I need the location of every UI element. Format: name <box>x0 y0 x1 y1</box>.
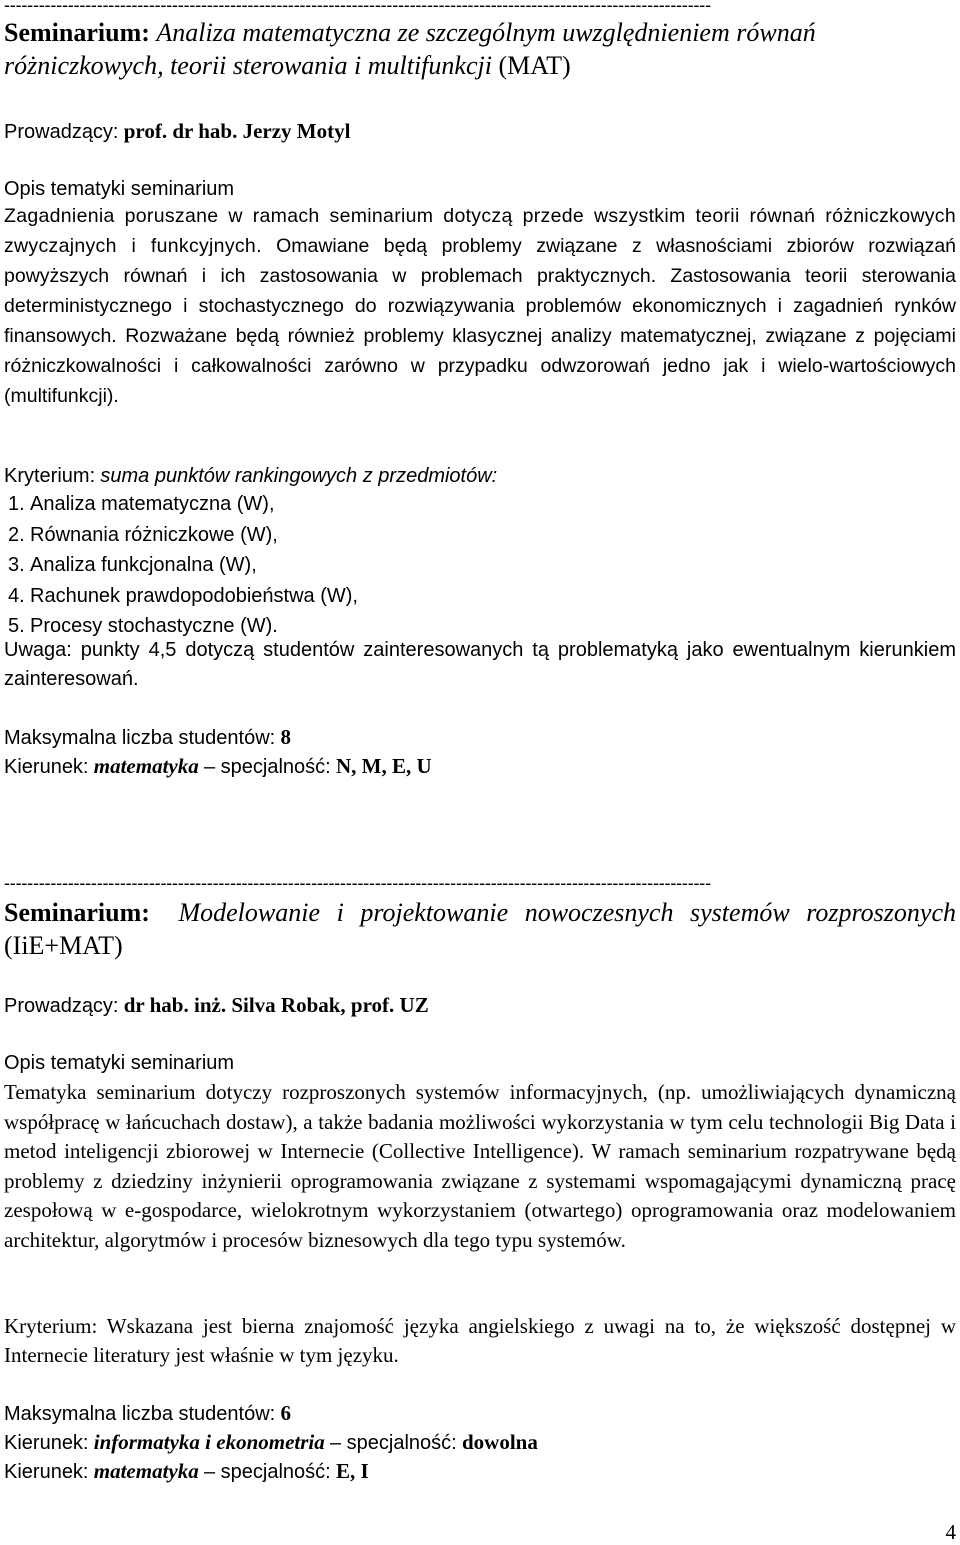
direction-value: matematyka <box>93 1459 199 1483</box>
list-item-number: 4. <box>8 584 25 607</box>
seminar-title <box>4 16 956 82</box>
description-p3: Zastosowania teorii sterowania deterministycznego i stochastycznego do rozwiązywania problemów ekonomicznych i zagadnień rynków finansowych. <box>4 265 957 347</box>
list-item <box>0 520 358 551</box>
max-students-line <box>4 723 291 753</box>
description-p2: Omawiane będą problemy związane z własnościami zbiorów rozwiązań powyższych równań i ich zastosowania w problemach praktycznych. <box>4 235 957 287</box>
seminar-prefix: Seminarium: <box>4 18 150 47</box>
direction-value: informatyka i ekonometria <box>93 1430 325 1454</box>
max-students-line <box>4 1399 291 1429</box>
list-item <box>0 581 358 612</box>
list-item-number: 1. <box>8 493 25 515</box>
direction-line <box>4 1428 538 1458</box>
specialty-label: – specjalność: <box>330 1432 457 1454</box>
seminar-section-1 <box>4 16 956 82</box>
leader-line <box>4 117 350 147</box>
specialty-label: – specjalność: <box>203 1461 331 1483</box>
description-p4: Rozważane będą również problemy klasycznej analizy matematycznej, związane z pojęciami różniczkowalności i całkowalności zarówno w przypadku odwzorowań jedno jak i wielo-wartościowych (multifunkcji). <box>4 325 956 407</box>
description-p1: Tematyka seminarium dotyczy rozproszonych systemów informacyjnych, (np. umożliwiających dynamiczną współpracę w łańcuchach dostaw), a także badania możliwości wykorzystania w tym celu technologii Big Data i metod inteligencji zbiorowej w Internecie (Collective Intelligence). <box>4 1080 956 1163</box>
criterion-text: suma punktów rankingowych z przedmiotów: <box>100 465 498 487</box>
seminar-section-2 <box>4 896 956 962</box>
description-heading: Opis tematyki seminarium <box>4 1052 235 1074</box>
seminar-code: (MAT) <box>498 51 571 80</box>
description-heading: Opis tematyki seminarium <box>4 178 235 200</box>
list-item-number: 5. <box>8 615 25 637</box>
seminar-code: (IiE+MAT) <box>4 931 123 960</box>
subject-list <box>0 489 358 642</box>
list-item-number: 2. <box>8 523 25 546</box>
list-item-text: Analiza funkcjonalna (W), <box>30 554 257 576</box>
max-students-value: 6 <box>280 1401 291 1425</box>
list-item <box>0 550 358 581</box>
seminar-title-text: Modelowanie i projektowanie nowoczesnych systemów rozproszonych <box>178 898 956 927</box>
separator-line: -------------------------------------------------------------------------------------------------------------------------- <box>4 874 711 892</box>
leader-label: Prowadzący: <box>4 995 119 1017</box>
direction-value: matematyka <box>93 754 199 778</box>
max-students-label: Maksymalna liczba studentów: <box>4 727 276 749</box>
description-body <box>4 201 956 411</box>
separator-line: -------------------------------------------------------------------------------------------------------------------------- <box>4 0 711 14</box>
list-item-text: Równania różniczkowe (W), <box>30 523 278 546</box>
criterion-text: Kryterium: Wskazana jest bierna znajomość języka angielskiego z uwagi na to, że większość dostępnej w Internecie literatury jest właśnie w tym języku. <box>4 1314 956 1367</box>
specialty-value: N, M, E, U <box>335 754 432 778</box>
description-p2: W ramach seminarium rozpatrywane będą problemy z dziedziny inżynierii oprogramowania związane z systemami wspomagającymi dynamiczną pracę zespołową w e-gospodarce, wielokrotnym wykorzystaniem (otwartego) oprogramowania oraz modelowaniem architektur, algorytmów i procesów biznesowych dla tego typu systemów. <box>4 1139 956 1252</box>
description-text <box>4 201 956 411</box>
description-text <box>4 1078 956 1255</box>
note-text: Uwaga: punkty 4,5 dotyczą studentów zainteresowanych tą problematyką jako ewentualnym kierunkiem zainteresowań. <box>4 639 956 690</box>
page-number: 4 <box>945 1520 956 1544</box>
list-item <box>0 489 358 520</box>
criterion-line <box>4 461 497 491</box>
direction-line <box>4 1457 369 1487</box>
description-p1: Zagadnienia poruszane w ramach seminarium dotyczą przede wszystkim teorii równań różniczkowych zwyczajnych i funkcyjnych. <box>4 205 956 257</box>
leader-label: Prowadzący: <box>4 121 119 143</box>
list-item-text: Analiza matematyczna (W), <box>30 493 275 515</box>
list-item-text: Procesy stochastyczne (W). <box>30 615 278 637</box>
specialty-value: E, I <box>335 1459 369 1483</box>
specialty-value: dowolna <box>462 1430 538 1454</box>
direction-label: Kierunek: <box>4 1461 89 1483</box>
criterion-label: Kryterium: <box>4 465 96 487</box>
direction-label: Kierunek: <box>4 756 89 778</box>
specialty-label: – specjalność: <box>203 756 331 778</box>
list-item-text: Rachunek prawdopodobieństwa (W), <box>30 584 358 607</box>
direction-label: Kierunek: <box>4 1432 89 1454</box>
leader-name: dr hab. inż. Silva Robak, prof. UZ <box>123 993 429 1017</box>
leader-name: prof. dr hab. Jerzy Motyl <box>123 119 351 143</box>
max-students-value: 8 <box>280 725 291 749</box>
max-students-label: Maksymalna liczba studentów: <box>4 1403 276 1425</box>
leader-line <box>4 991 429 1021</box>
seminar-title <box>4 896 956 962</box>
seminar-prefix: Seminarium: <box>4 898 150 927</box>
list-item-number: 3. <box>8 554 25 576</box>
direction-line <box>4 752 432 782</box>
seminar-title-text: Analiza matematyczna ze szczególnym uwzględnieniem równań różniczkowych, teorii sterowania i multifunkcji <box>4 18 816 80</box>
